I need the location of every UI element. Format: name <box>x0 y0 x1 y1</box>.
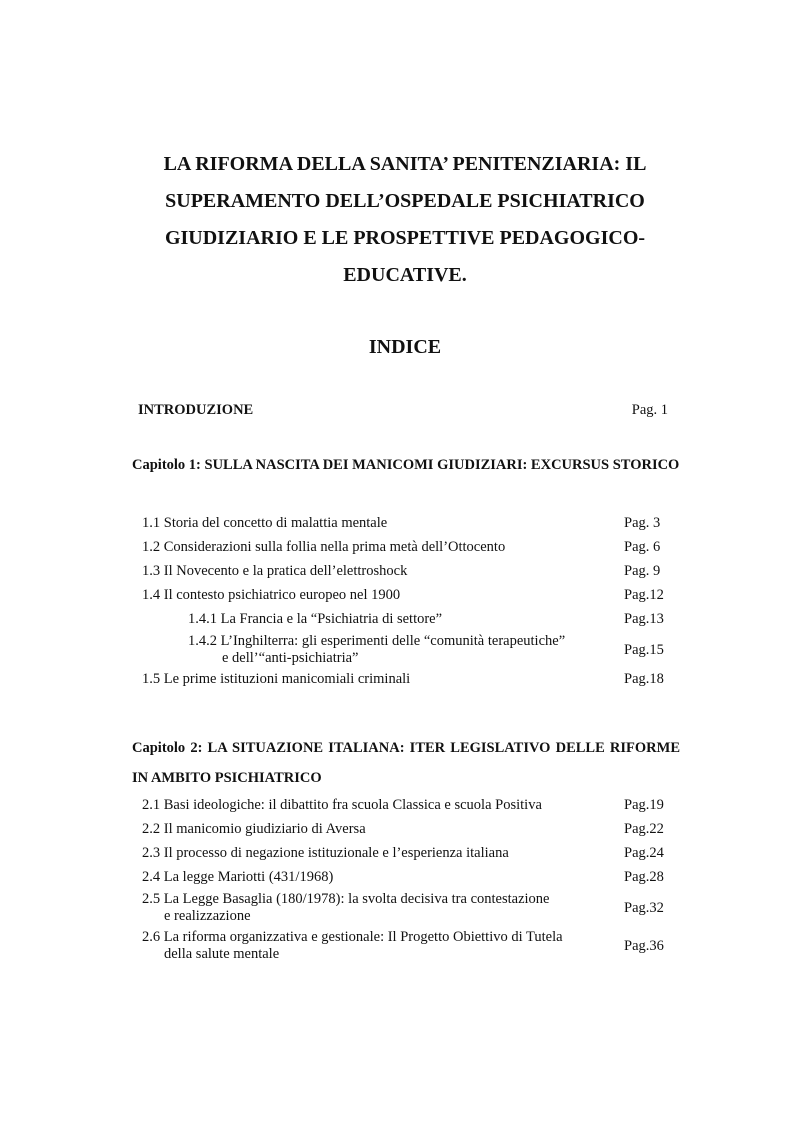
toc-entry-text-continued: e dell’“anti-psichiatria” <box>222 650 359 666</box>
toc-entry <box>142 563 690 580</box>
document-title <box>120 146 690 294</box>
toc-entry-text: 2.1 Basi ideologiche: il dibattito fra scuola Classica e scuola Positiva <box>142 797 542 813</box>
toc-entry-text-continued: della salute mentale <box>164 946 280 962</box>
toc-entry <box>142 890 690 926</box>
index-heading: INDICE <box>368 336 442 358</box>
toc-entry <box>142 515 690 532</box>
toc-entry-text: 2.6 La riforma organizzativa e gestionale: Il Progetto Obiettivo di Tutela <box>142 929 563 945</box>
toc-entry-page: Pag.36 <box>624 937 664 954</box>
toc-entry <box>142 797 690 814</box>
toc-entry-page: Pag.32 <box>624 899 664 916</box>
toc-entry-text: 2.4 La legge Mariotti (431/1968) <box>142 869 334 885</box>
toc-entry-page: Pag.19 <box>624 797 664 813</box>
toc-entry-page: Pag.22 <box>624 821 664 837</box>
toc-entry-text-continued: e realizzazione <box>164 908 251 924</box>
title-line: EDUCATIVE. <box>343 264 467 286</box>
chapter-2-heading: Capitolo 2: LA SITUAZIONE ITALIANA: ITER LEGISLATIVO DELLE RIFORME IN AMBITO PSICHIATRICO <box>132 740 680 786</box>
toc-entry <box>142 671 690 688</box>
toc-entry-text: 1.1 Storia del concetto di malattia mentale <box>142 515 388 531</box>
toc-entry <box>142 845 690 862</box>
toc-entry-text: 2.5 La Legge Basaglia (180/1978): la svolta decisiva tra contestazione <box>142 891 550 907</box>
toc-entry <box>142 928 690 964</box>
toc-entry-page: Pag. 3 <box>624 515 661 531</box>
toc-entry-text: 1.2 Considerazioni sulla follia nella prima metà dell’Ottocento <box>142 539 506 555</box>
toc-entry-page: Pag.24 <box>624 845 664 861</box>
toc-entry-page: Pag.12 <box>624 587 664 603</box>
toc-entry-page: Pag.15 <box>624 641 664 658</box>
title-line: GIUDIZIARIO E LE PROSPETTIVE PEDAGOGICO- <box>164 227 646 249</box>
title-line: LA RIFORMA DELLA SANITA’ PENITENZIARIA: IL <box>163 153 647 175</box>
toc-subentry <box>188 632 736 668</box>
intro-page: Pag. 1 <box>631 402 668 418</box>
toc-entry-page: Pag. 9 <box>624 563 661 579</box>
toc-entry-text: 2.2 Il manicomio giudiziario di Aversa <box>142 821 366 837</box>
toc-entry <box>142 539 690 556</box>
toc-entry-page: Pag. 6 <box>624 539 661 555</box>
toc-entry <box>142 821 690 838</box>
chapter-1-heading: Capitolo 1: SULLA NASCITA DEI MANICOMI GIUDIZIARI: EXCURSUS STORICO <box>132 457 680 473</box>
toc-entry <box>142 587 690 604</box>
toc-entry-text: 1.4.1 La Francia e la “Psichiatria di settore” <box>188 611 443 627</box>
title-line: SUPERAMENTO DELL’OSPEDALE PSICHIATRICO <box>165 190 645 212</box>
toc-subentry <box>188 611 736 628</box>
toc-entry-text: 1.3 Il Novecento e la pratica dell’elettroshock <box>142 563 408 579</box>
toc-entry-text: 2.3 Il processo di negazione istituzionale e l’esperienza italiana <box>142 845 509 861</box>
toc-entry <box>142 869 690 886</box>
toc-entry-text: 1.5 Le prime istituzioni manicomiali criminali <box>142 671 411 687</box>
toc-entry-text: 1.4.2 L’Inghilterra: gli esperimenti delle “comunità terapeutiche” <box>188 633 566 649</box>
toc-entry-page: Pag.28 <box>624 869 664 885</box>
toc-entry-text: 1.4 Il contesto psichiatrico europeo nel 1900 <box>142 587 401 603</box>
intro-label: INTRODUZIONE <box>138 402 254 418</box>
toc-entry-page: Pag.13 <box>624 611 664 627</box>
toc-entry-page: Pag.18 <box>624 671 664 687</box>
